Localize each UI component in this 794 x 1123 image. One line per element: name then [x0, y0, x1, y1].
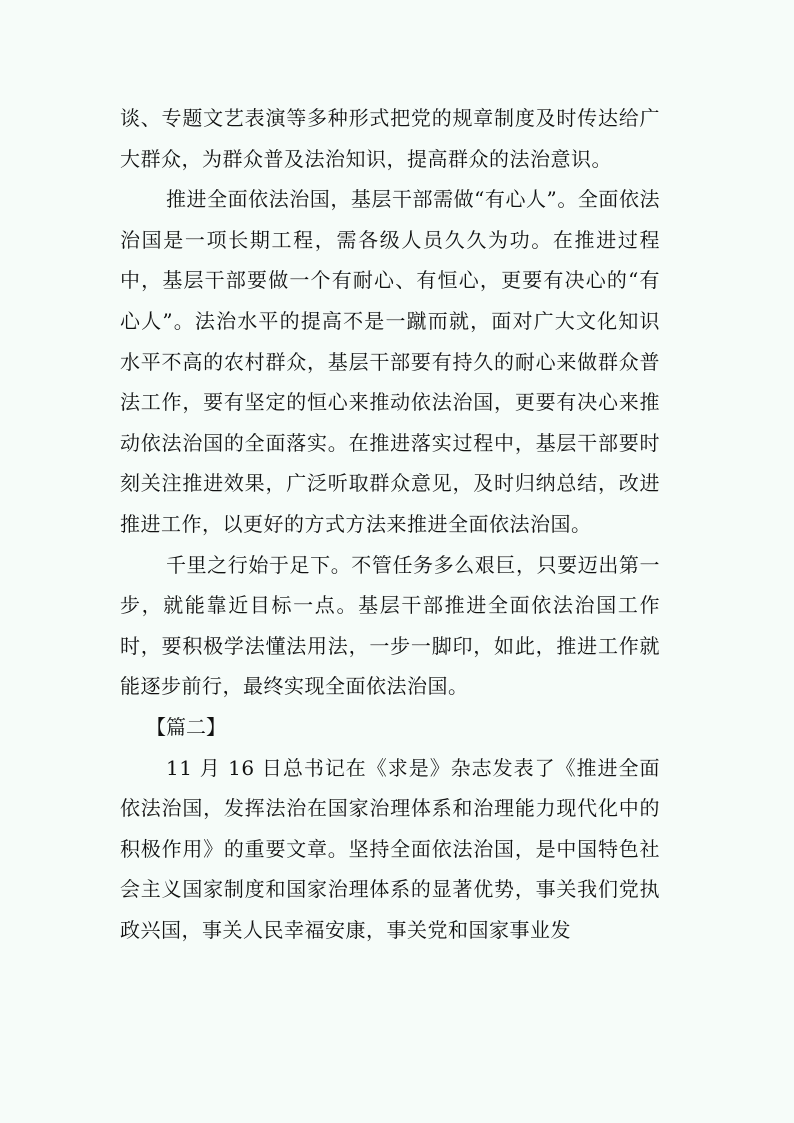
- paragraph-journey: 千里之行始于足下。不管任务多么艰巨，只要迈出第一步，就能靠近目标一点。基层干部推进全面依法治国工作时，要积极学法懂法用法，一步一脚印，如此，推进工作就能逐步前行，最终实现全面依法治国。: [120, 552, 660, 699]
- document-body: [120, 98, 660, 950]
- paragraph-continuation: 谈、专题文艺表演等多种形式把党的规章制度及时传达给广大群众，为群众普及法治知识，提高群众的法治意识。: [120, 106, 660, 171]
- section-heading: 【篇二】: [146, 714, 226, 739]
- paragraph-grassroots-cadres: 推进全面依法治国，基层干部需做“有心人”。全面依法治国是一项长期工程，需各级人员久久为功。在推进过程中，基层干部要做一个有耐心、有恒心，更要有决心的“有心人”。法治水平的提高不是一蹴而就，面对广大文化知识水平不高的农村群众，基层干部要有持久的耐心来做群众普法工作，要有坚定的恒心来推动依法治国，更要有决心来推动依法治国的全面落实。在推进落实过程中，基层干部要时刻关注推进效果，广泛听取群众意见，及时归纳总结，改进推进工作，以更好的方式方法来推进全面依法治国。: [120, 187, 660, 536]
- paragraph-section-two: 11 月 16 日总书记在《求是》杂志发表了《推进全面依法治国，发挥法治在国家治理体系和治理能力现代化中的积极作用》的重要文章。坚持全面依法治国，是中国特色社会主义国家制度和国家治理体系的显著优势，事关我们党执政兴国，事关人民幸福安康，事关党和国家事业发: [120, 755, 660, 942]
